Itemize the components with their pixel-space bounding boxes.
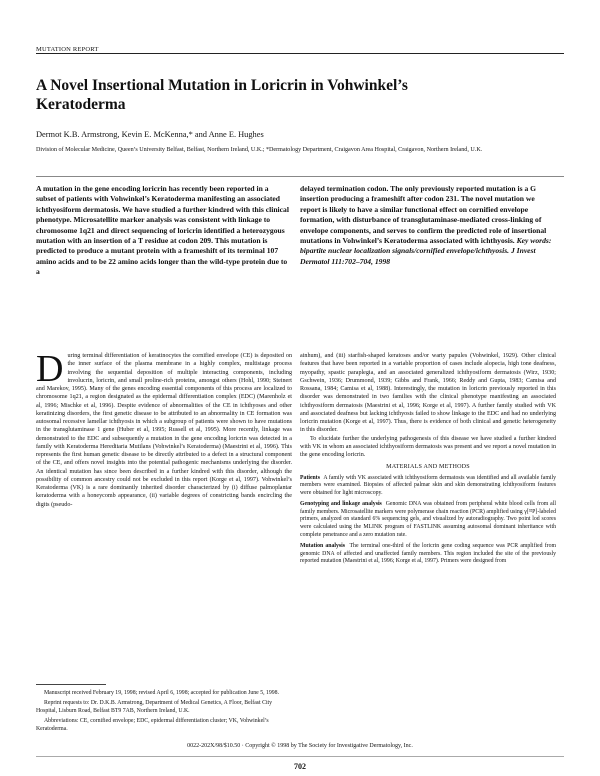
affiliations: Division of Molecular Medicine, Queen’s University Belfast, Belfast, Northern Ireland, U.K.; *Dermatology Department, Craigavon Area Hospital, Craigavon, Northern Ireland, U.K. — [36, 147, 483, 153]
patients-text: A family with VK associated with ichthyosiform dermatosis was identified and all available family members were examined. Biopsies of affected palmar skin and skin demonstrating ichthyosiform features were obtained for light microscopy. — [300, 474, 556, 497]
footnote-abbreviations: Abbreviations: CE, cornified envelope; EDC, epidermal differentiation cluster; VK, Vohwinkel’s Keratoderma. — [36, 718, 269, 732]
header-rule — [36, 53, 564, 54]
mutation-text: The terminal one-third of the loricrin gene coding sequence was PCR amplified from genomic DNA of affected and unaffected family members. This region included the site of the previously reported mutation (Maestrini et al, 1996; Korge et al, 1997). Primers were designed from — [300, 542, 557, 565]
footnote-reprints: Reprint requests to: Dr. D.K.B. Armstrong, Department of Medical Genetics, A Floor, Belfast City Hospital, Lisburn Road, Belfast BT9 7AB, Northern Ireland, U.K. — [36, 700, 273, 714]
article-title: A Novel Insertional Mutation in Loricrin in Vohwinkel’s Keratoderma — [36, 77, 408, 113]
genotyping-heading: Genotyping and linkage analysis — [300, 500, 382, 507]
abstract-right-text: delayed termination codon. The only previously reported mutation is a G insertion producing a frameshift after codon 231. The novel mutation we report is likely to have a similar functional effect on cornified envelope formation, with disturbance of transglutaminase-mediated cross-linking of envelope components, and serves to confirm the predicted role of insertional mutations in Vohwinkel’s Keratoderma associated with ichthyosis. — [300, 184, 547, 246]
right-paragraph-1: ainhum), and (iii) starfish-shaped keratoses and/or warty papules (Vohwinkel, 1929). Other clinical features that have been reported in a variable proportion of cases include alopecia, high tone deafness, myopathy, spastic paraplegia, and an associated generalized ichthyosiform dermatosis (Wirz, 1930; Gschwein, 1936; Drummond, 1939; Gibbs and Frank, 1966; Reddy and Gupta, 1983; Camisa and Rossana, 1984; Camisa et al, 1988). Interestingly, the mutation in loricrin previously reported in this disorder was demonstrated in two families with the clinical phenotype manifesting an associated ichthyosiform dermatosis (Maestrini et al, 1996; Korge et al, 1997). A further family studied with VK and associated deafness but lacking ichthyosis failed to show linkage to the EDC and had no underlying loricrin mutation (Korge et al, 1997). Thus, there is evidence of both clinical and genetic heterogeneity in this disorder. — [300, 353, 556, 434]
abstract-right — [300, 184, 554, 267]
page-number: 702 — [294, 762, 306, 771]
right-paragraph-2: To elucidate further the underlying pathogenesis of this disease we have studied a further kindred with VK in whom an associated ichthyosiform dermatosis was present and we report a novel mutation in the gene encoding loricrin. — [300, 435, 556, 458]
patients-section — [300, 475, 556, 498]
drop-cap: D — [36, 348, 64, 390]
body-column-left — [36, 348, 292, 509]
intro-text: uring terminal differentiation of keratinocytes the cornified envelope (CE) is deposited on the inner surface of the plasma membrane in a highly complex, multistage process involving the sequential deposition of multiple interacting components, including involucrin, loricrin, and small proline-rich proteins, amongst others (Hohl, 1990; Steinert and Marekov, 1995). Many of the genes encoding essential components of this process are localized to chromosome 1q21, a region designated as the epidermal differentiation complex (EDC) (Marenholz et al, 1996; Mischke et al, 1996). Despite evidence of abnormalities of the CE in ichthyoses and other keratinizing disorders, the first genetic disease to be attributed to an abnormality in CE formation was autosomal recessive lamellar ichthyosis in which a subgroup of patients were shown to have mutations in the transglutaminase 1 gene (Huber et al, 1995; Russell et al, 1995). More recently, linkage was demonstrated to the EDC and subsequently a mutation in the gene encoding loricrin was detected in a family with Keratoderma Hereditaria Mutilans (Vohwinkel’s Keratoderma) (Maestrini et al, 1996). This represents the first human genetic disease to be directly attributed to a defect in a structural component of the CE, and offers novel insights into the potential pathogenic mechanisms underlying the disorder. An identical mutation has since been described in a further kindred with this disorder, although the possibility of common ancestry could not be excluded in this report (Korge et al, 1997). Vohwinkel’s Keratoderma (VK) is a rare dominantly inherited disorder characterized by (i) diffuse palmoplantar keratoderma with a honeycomb appearance, (ii) variable degrees of constricting bands encircling the digits (pseudo- — [36, 353, 292, 508]
footnote-received: Manuscript received February 19, 1998; revised April 6, 1998; accepted for publication June 5, 1998. — [44, 690, 280, 696]
footer-rule — [36, 756, 564, 757]
intro-paragraph — [36, 348, 292, 509]
body-column-right — [300, 352, 556, 569]
abstract-left: A mutation in the gene encoding loricrin has recently been reported in a subset of patients with Vohwinkel’s Keratoderma manifesting an associated ichthyosiform dermatosis. We have studied a further kindred with this clinical phenotype. Microsatellite marker analysis was consistent with linkage to chromosome 1q21 and direct sequencing of loricrin identified a heterozygous mutation with an insertion of a T residue at codon 209. This mutation is predicted to produce a mutant protein with a frameshift of its terminal 107 amino acids and to be 22 amino acids longer than the wild-type protein due to a — [36, 184, 289, 277]
mutation-section — [300, 543, 556, 566]
copyright-line: 0022-202X/98/$10.50 · Copyright © 1998 by The Society for Investigative Dermatology, Inc. — [187, 743, 413, 749]
author-list: Dermot K.B. Armstrong, Kevin E. McKenna,* and Anne E. Hughes — [36, 130, 264, 139]
methods-heading: MATERIALS AND METHODS — [386, 464, 470, 471]
mutation-heading: Mutation analysis — [300, 542, 346, 549]
genotyping-text: Genomic DNA was obtained from peripheral white blood cells from all family members. Microsatellite markers were polymerase chain reaction (PCR) amplified using γ[³²P]-labeled primers, analyzed on standard 6% sequencing gels, and visualized by autoradiography. Two point lod scores were calculated using the MLINK program of FASTLINK assuming autosomal dominant inheritance with complete penetrance and a zero mutation rate. — [300, 500, 556, 539]
patients-heading: Patients — [300, 474, 320, 481]
abstract-rule — [36, 176, 564, 177]
section-label: MUTATION REPORT — [36, 46, 99, 53]
genotyping-section — [300, 501, 556, 540]
keywords: Key words: bipartite nuclear localization signals/cornified envelope/ichthyosis. J Invest Dermatol 111:702–704, 1998 — [300, 236, 552, 266]
footnote-rule — [36, 684, 106, 685]
footnotes — [36, 689, 292, 735]
